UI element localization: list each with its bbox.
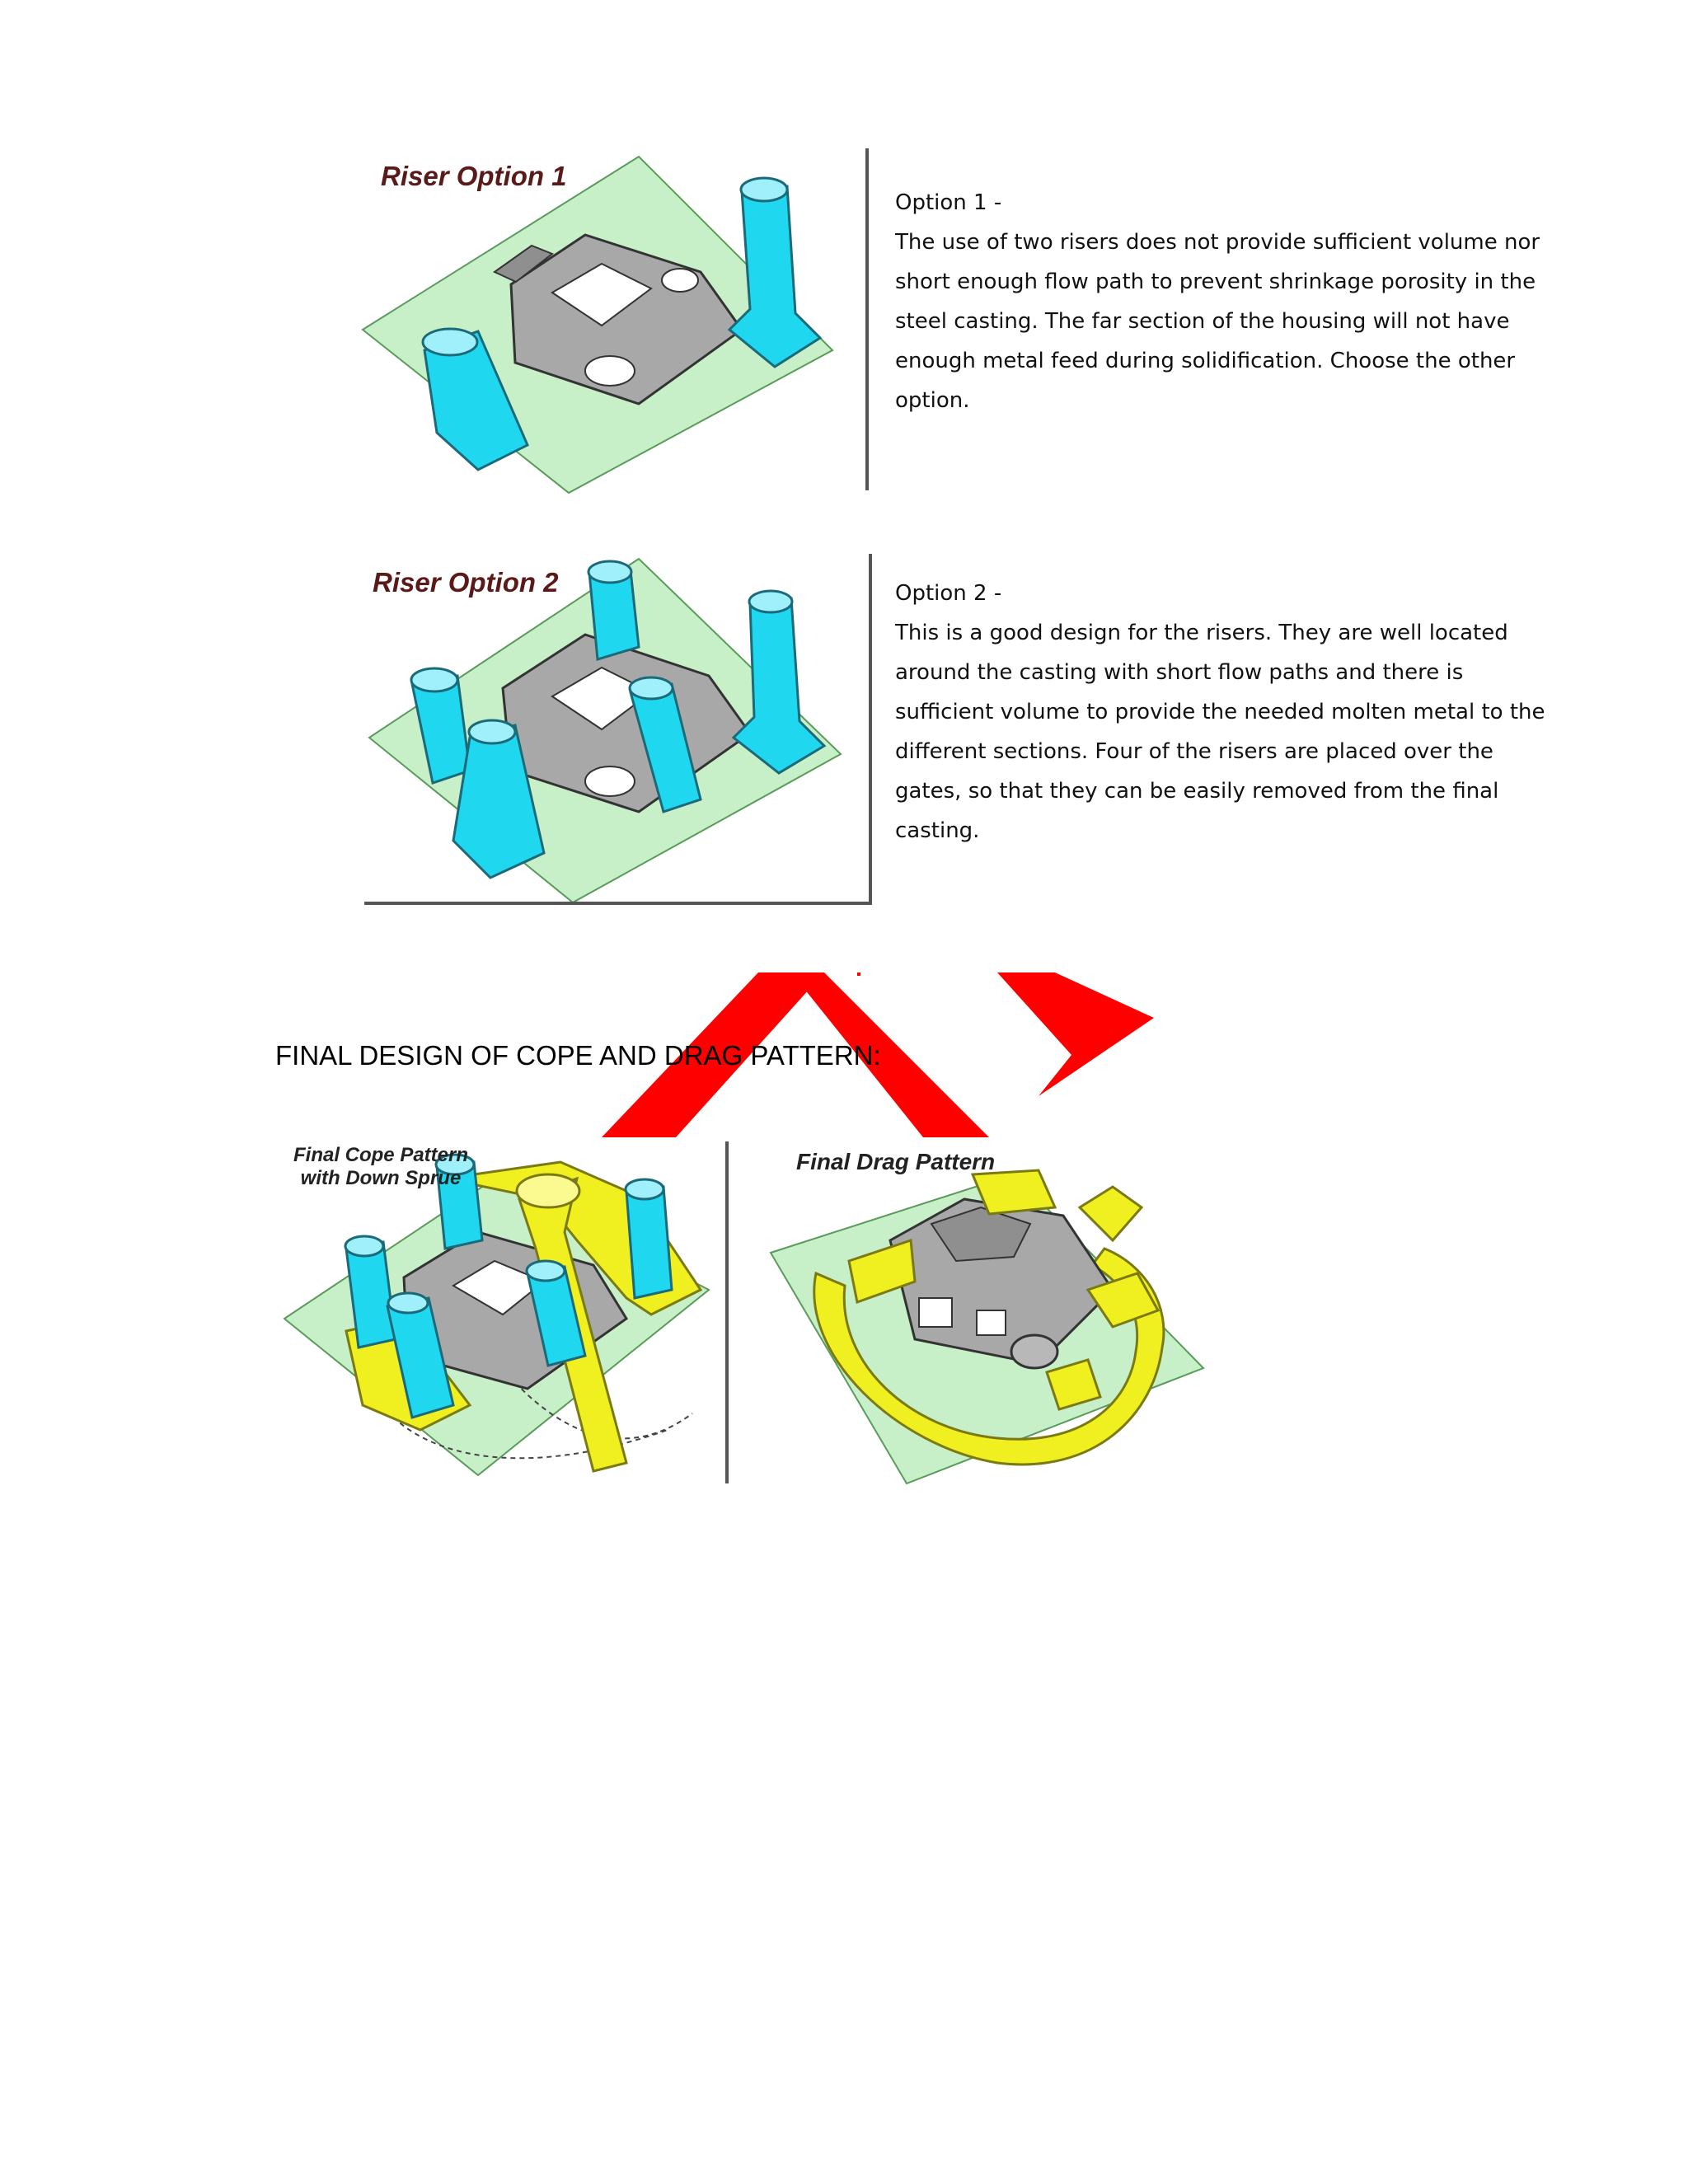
riser-option-2-title: Riser Option 2	[373, 567, 559, 598]
riser-option-1-figure	[354, 148, 865, 494]
final-drag-pattern-title: Final Drag Pattern	[796, 1149, 996, 1174]
option-1-line: steel casting. The far section of the housing will not have	[895, 309, 1510, 334]
option-2-text	[895, 574, 1545, 851]
option-2-line: sufficient volume to provide the needed molten metal to the	[895, 700, 1545, 724]
option-1-line: option.	[895, 388, 970, 413]
option-2-line: around the casting with short flow paths and there is	[895, 660, 1464, 685]
cope-title-line-1: Final Cope Pattern	[293, 1144, 469, 1166]
option-2-line: different sections. Four of the risers are placed over the	[895, 739, 1493, 764]
option-2-line: casting.	[895, 818, 980, 843]
option-1-heading: Option 1 -	[895, 190, 1002, 215]
option-2-heading: Option 2 -	[895, 581, 1002, 606]
section-2-bottom-rule	[364, 902, 872, 905]
final-drag-pattern-figure	[767, 1150, 1212, 1488]
option-1-line: The use of two risers does not provide sufficient volume nor	[895, 230, 1540, 255]
section-1-divider	[865, 148, 869, 490]
riser-option-1-title: Riser Option 1	[381, 161, 567, 191]
cope-title-line-2: with Down Sprue	[300, 1167, 462, 1189]
option-1-line: enough metal feed during solidification. Choose the other	[895, 349, 1516, 373]
option-1-text	[895, 183, 1540, 420]
option-2-line: gates, so that they can be easily removed from the final	[895, 779, 1499, 804]
riser-option-2-figure	[354, 552, 865, 907]
final-divider	[725, 1141, 729, 1483]
final-cope-pattern-figure	[280, 1141, 717, 1488]
option-1-line: short enough flow path to prevent shrinkage porosity in the	[895, 269, 1536, 294]
section-2-divider	[869, 554, 872, 904]
option-2-line: This is a good design for the risers. They are well located	[895, 621, 1508, 645]
final-design-heading: FINAL DESIGN OF COPE AND DRAG PATTERN:	[275, 1040, 881, 1071]
final-cope-pattern-title	[282, 1144, 480, 1190]
